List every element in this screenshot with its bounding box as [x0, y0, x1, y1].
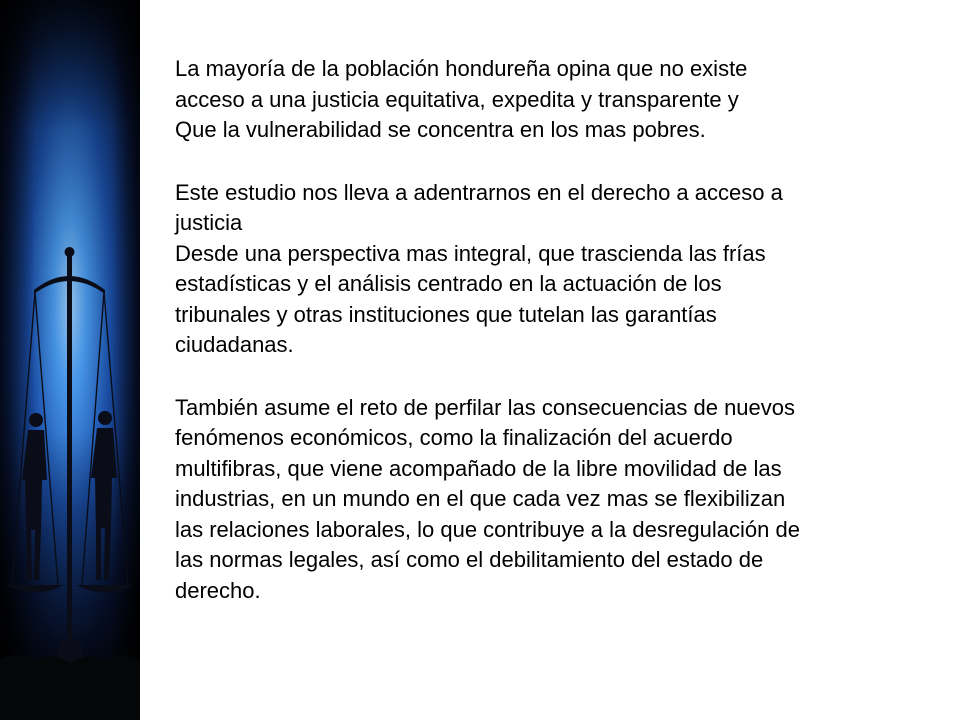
justice-scale-icon	[0, 0, 140, 720]
slide-body-text	[175, 54, 935, 606]
justice-scale-image	[0, 0, 140, 720]
paragraph-3: También asume el reto de perfilar las consecuencias de nuevos fenómenos económicos, como la finalización del acuerdo multifibras, que viene acompañado de la libre movilidad de las industrias, en un mundo en el que cada vez mas se flexibilizan las relaciones laborales, lo que contribuye a la desregulación de las normas legales, así como el debilitamiento del estado de derecho.	[175, 394, 800, 603]
paragraph-1: La mayoría de la población hondureña opina que no existe acceso a una justicia equitativa, expedita y transparente y Que la vulnerabilidad se concentra en los mas pobres.	[175, 56, 748, 142]
paragraph-2: Este estudio nos lleva a adentrarnos en el derecho a acceso a justicia Desde una perspectiva mas integral, que trascienda las frías estadísticas y el análisis centrado en la actuación de los tribunales y otras instituciones que tutelan las garantías ciudadanas.	[175, 179, 783, 357]
